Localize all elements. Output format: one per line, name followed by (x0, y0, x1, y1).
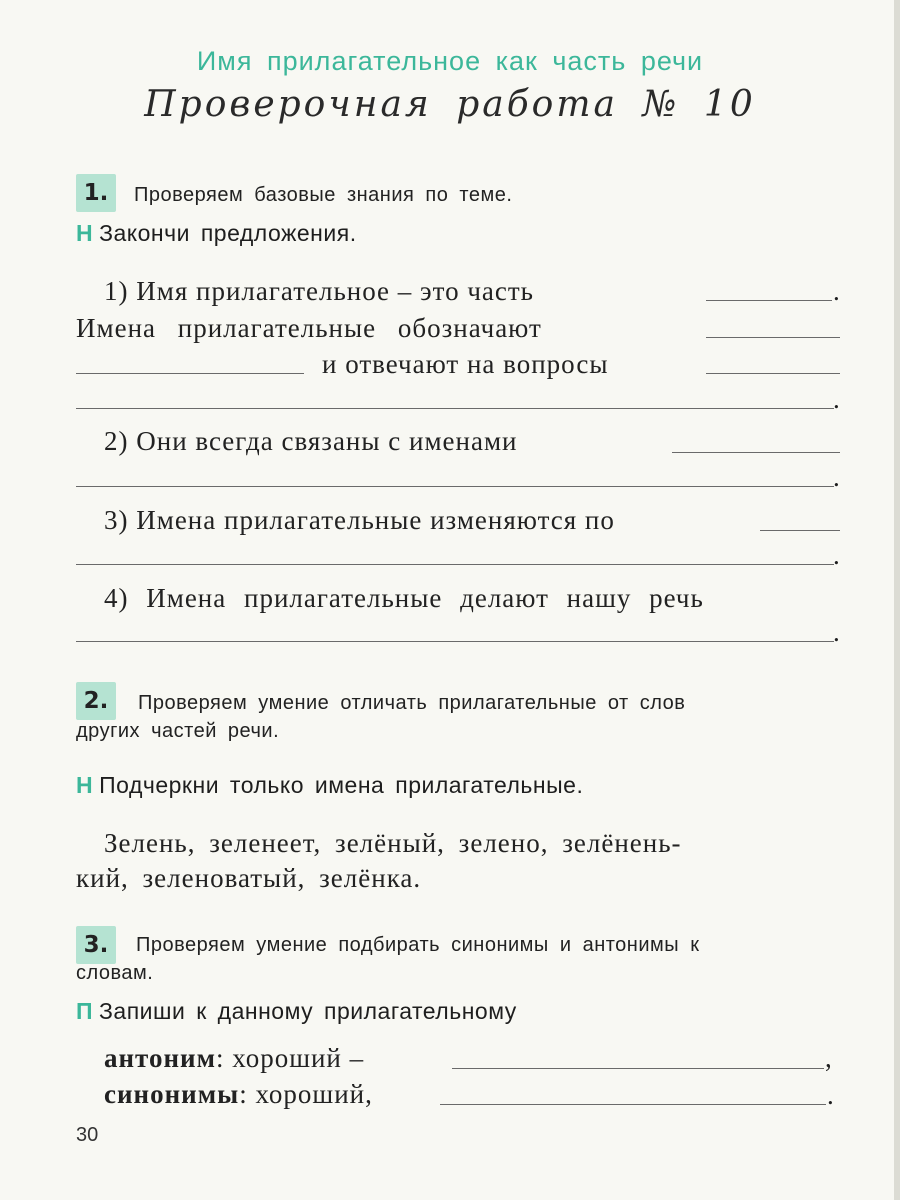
antonym-row (104, 1043, 364, 1074)
sentence-2: 2) Они всегда связаны с именами (104, 426, 518, 456)
answer-line[interactable] (672, 452, 840, 453)
period: . (833, 384, 840, 414)
instruction-text: Подчеркни только имена прилагательные. (99, 772, 584, 798)
task-3-description-line-2: словам. (76, 962, 154, 984)
task-3-instruction (76, 998, 517, 1025)
task-number-3: 3. (76, 926, 116, 964)
word-list-line-2: кий, зеленоватый, зелёнка. (76, 863, 422, 893)
instruction-text: Запиши к данному прилагательному (99, 998, 517, 1024)
antonym-label: антоним (104, 1043, 216, 1073)
instruction-text: Закончи предложения. (99, 220, 357, 246)
task-2-instruction (76, 772, 583, 799)
answer-line[interactable] (706, 337, 840, 338)
sentence-4: 4) Имена прилагательные делают нашу речь (104, 583, 704, 613)
answer-line[interactable] (76, 564, 834, 565)
answer-line[interactable] (440, 1104, 826, 1105)
synonym-label: синонимы (104, 1079, 240, 1109)
page-number: 30 (76, 1124, 99, 1146)
task-3-description-line-1: Проверяем умение подбирать синонимы и антонимы к (136, 934, 700, 956)
comma: , (825, 1043, 832, 1073)
topic-heading: Имя прилагательное как часть речи (196, 46, 704, 76)
task-number-2: 2. (76, 682, 116, 720)
period: . (833, 462, 840, 492)
synonym-text: : хороший, (239, 1079, 373, 1109)
sentence-1c: и отвечают на вопросы (322, 349, 609, 379)
task-1-description: Проверяем базовые знания по теме. (134, 184, 513, 206)
antonym-text: : хороший – (215, 1043, 365, 1073)
task-2-description-line-2: других частей речи. (76, 720, 280, 742)
task-1-instruction (76, 220, 357, 247)
level-marker: П (76, 998, 94, 1024)
sentence-1a: 1) Имя прилагательное – это часть (104, 276, 534, 306)
level-marker: Н (76, 772, 94, 798)
answer-line[interactable] (76, 408, 834, 409)
task-2-description-line-1: Проверяем умение отличать прилагательные от слов (138, 692, 686, 714)
answer-line[interactable] (760, 530, 840, 531)
period: . (827, 1080, 834, 1110)
answer-line[interactable] (76, 373, 304, 374)
answer-line[interactable] (452, 1068, 824, 1069)
answer-line[interactable] (76, 486, 834, 487)
sentence-3: 3) Имена прилагательные изменяются по (104, 505, 615, 535)
answer-line[interactable] (76, 641, 834, 642)
word-list-line-1: Зелень, зеленеет, зелёный, зелено, зелёнень- (104, 828, 682, 858)
answer-line[interactable] (706, 373, 840, 374)
period: . (833, 540, 840, 570)
synonym-row (104, 1079, 373, 1110)
level-marker: Н (76, 220, 94, 246)
answer-line[interactable] (706, 300, 832, 301)
period: . (833, 617, 840, 647)
task-number-1: 1. (76, 174, 116, 212)
sentence-1b: Имена прилагательные обозначают (76, 313, 542, 343)
work-title: Проверочная работа № 10 (144, 84, 756, 125)
page-edge (894, 0, 900, 1200)
period: . (833, 276, 840, 306)
